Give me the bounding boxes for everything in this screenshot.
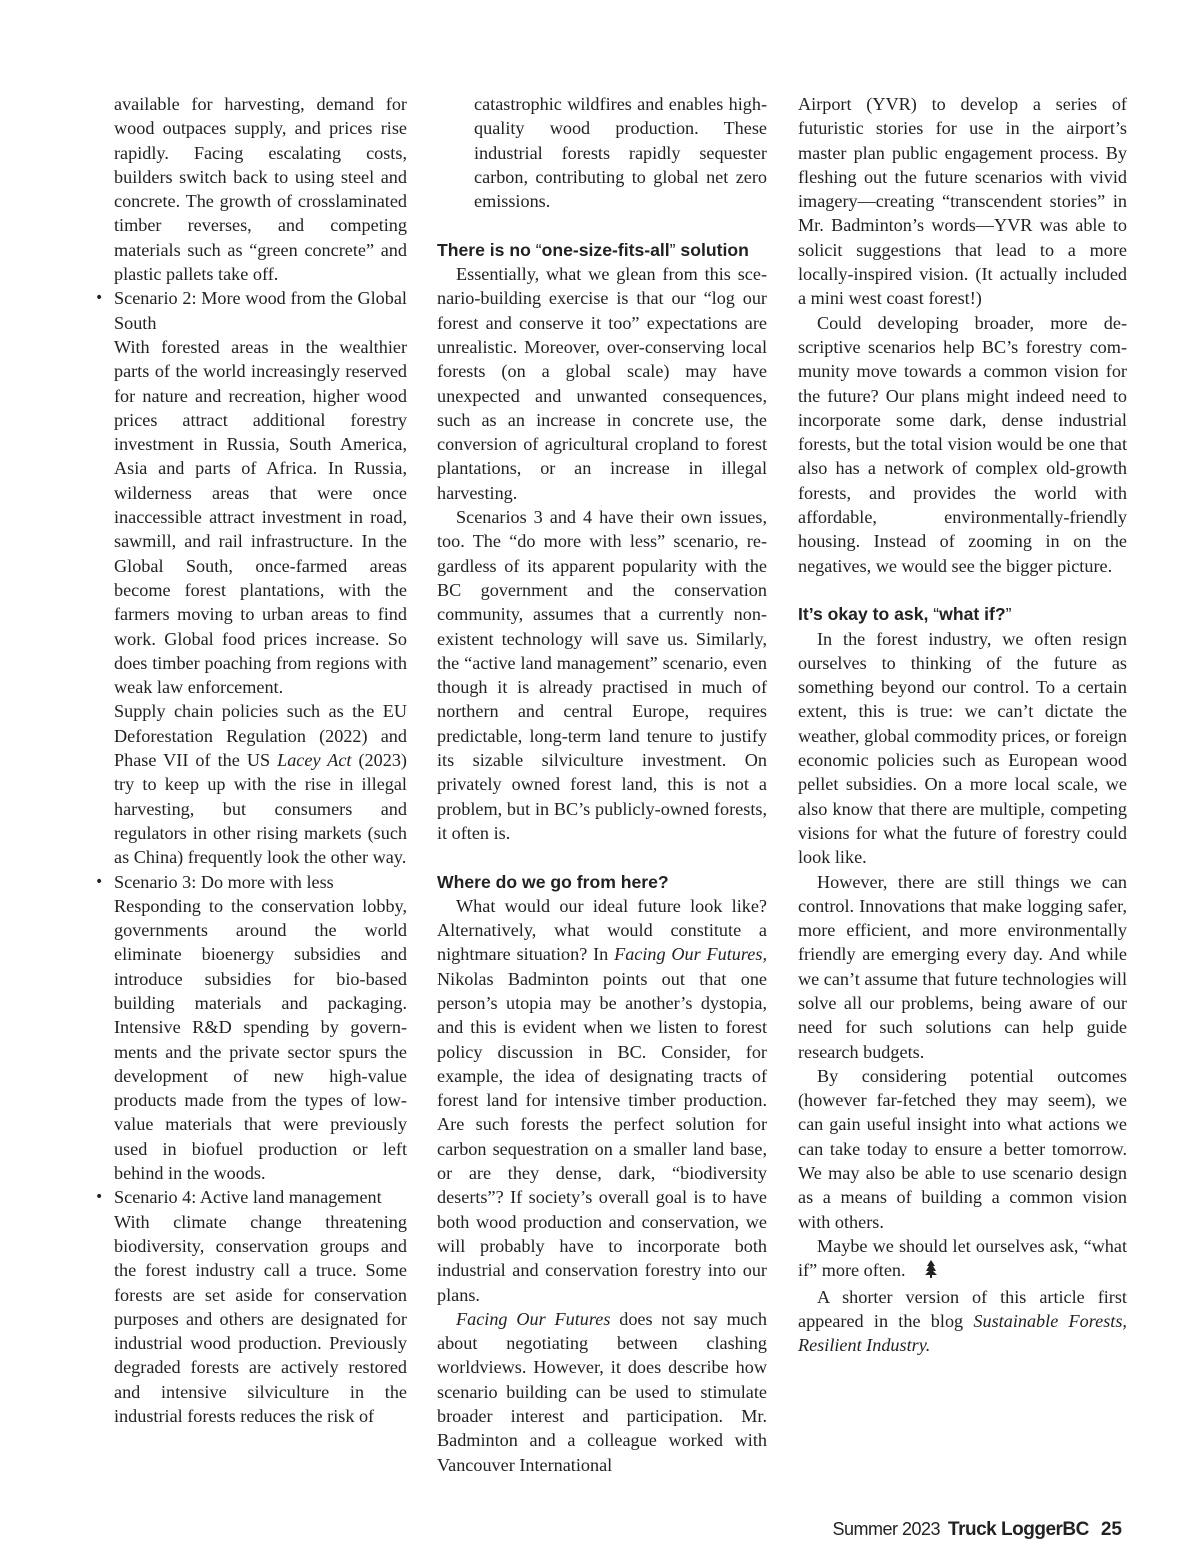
- paragraph: By considering potential outcomes (however far-fetched they may seem), we can gain useful insight into what actions we can take today to ensure a better tomorrow. We may also be able to use scenario design as a means of building a common vision with others.: [798, 1065, 1127, 1232]
- scenario-2-body-2: Supply chain policies such as the EU Deforestation Regulation (2022) and Phase VII of the US Lacey Act (2023) try to keep up with the rise in illegal harvesting, but consumers and regulators in other rising markets (such as China) frequently look the other way.: [114, 701, 407, 868]
- scenario-2-title: Scenario 2: More wood from the Global South: [114, 288, 407, 333]
- scenario-3-body: Responding to the conservation lobby, governments around the world eliminate bioenergy subsidies and introduce subsidies for bio-based building materials and packaging. Intensive R&D spending by governments and the private sector spurs the development of new high-value products made from the types of low-value materials that were previously used in biofuel production or left behind in the woods.: [114, 895, 407, 1184]
- page-number: 25: [1100, 1519, 1122, 1540]
- paragraph: Essentially, what we glean from this scenario-building exercise is that our “log our forest and conserve it too” expectations are unrealistic. Moreover, over-conserving local forests (on a global scale) may have unexpected and unwanted consequences, such as an increase in concrete use, the conversion of agricultural cropland to forest plantations, or an increase in illegal harvesting.: [437, 264, 767, 503]
- scenario-4-tail: catastrophic wildfires and enables high-quality wood production. These industrial forests rapidly sequester carbon, contributing to global net zero emissions.: [474, 94, 767, 212]
- paragraph: However, there are still things we can control. Innovations that make logging safer, more efficient, and more environmentally friendly are emerging every day. And while we can’t assume that future technologies will solve all our problems, being aware of our need for such solutions can help guide research budgets.: [798, 871, 1127, 1062]
- scenario-2-item: [92, 286, 407, 869]
- paragraph-continued: Airport (YVR) to develop a series of futuristic stories for use in the airport’s master plan public engagement process. By fleshing out the future scenarios with vivid imagery—creating “transcendent stories” in Mr. Badminton’s words—YVR was able to solicit suggestions that lead to a more locally-inspired vision. (It actually included a mini west coast forest!): [798, 94, 1127, 309]
- scenario-4-item: [92, 1185, 407, 1428]
- scenario-1-tail: available for harvesting, demand for wood outpaces supply, and prices rise rapidly. Facing escalating costs, builders switch back to using steel and concrete. The growth of crosslaminated timber reverses, and competing materials such as “green concrete” and plastic pallets take off.: [114, 94, 407, 285]
- paragraph: Could developing broader, more descriptive scenarios help BC’s forestry community move towards a common vision for the future? Our plans might indeed need to incorporate some dark, dense industrial forests, but the total vision would be one that also has a network of complex old-growth forests, and provides the world with affordable, environmentally-friendly housing. Instead of zooming in on the negatives, we would see the bigger picture.: [798, 312, 1127, 576]
- scenario-3-item: [92, 870, 407, 1186]
- paragraph-closing: Maybe we should let ourselves ask, “what if” more often.: [798, 1234, 1127, 1285]
- scenario-4-title: Scenario 4: Active land management: [114, 1187, 382, 1208]
- tree-icon: [906, 1260, 937, 1284]
- issue-season: Summer 2023: [832, 1519, 941, 1539]
- column-2: [437, 92, 767, 1477]
- scenario-4-body: With climate change threatening biodiversity, conservation groups and the forest industry call a truce. Some forests are set aside for conservation purposes and others are designated for industrial wood production. Previously degraded forests are actively restored and intensive silviculture in the industrial forests reduces the risk of: [114, 1211, 407, 1427]
- scenario-2-body: With forested areas in the wealthier parts of the world increasingly reserved for nature and recreation, higher wood prices attract additional forestry investment in Russia, South America, Asia and parts of Africa. In Russia, wilderness areas that were once inaccessible attract investment in road, sawmill, and rail infrastructure. In the Global South, once-farmed areas become forest plantations, with the farmers moving to urban areas to find work. Global food prices increase. So does timber poaching from regions with weak law enforcement.: [114, 336, 407, 698]
- scenario-3-title: Scenario 3: Do more with less: [114, 871, 334, 892]
- heading-what-if: It’s okay to ask, “what if?”: [798, 604, 1012, 625]
- paragraph: Facing Our Futures does not say much about negotiating between clashing worldviews. However, it does describe how scenario building can be used to stimulate broader interest and participation. Mr. Badminton and a colleague worked with Vancouver International: [437, 1308, 767, 1475]
- bullet-icon: •: [95, 1189, 104, 1206]
- article-note: A shorter version of this article first appeared in the blog Sustainable Forests, Resilient Industry.: [798, 1286, 1127, 1356]
- bullet-icon: •: [95, 873, 104, 890]
- heading-no-one-size: There is no “one-size-fits-all” solution: [437, 239, 749, 260]
- paragraph: Scenarios 3 and 4 have their own issues, too. The “do more with less” scenario, regardless of its apparent popularity with the BC government and the conservation community, assumes that a currently non-existent technology will save us. Similarly, the “active land management” scenario, even though it is already practised in much of northern and central Europe, requires predictable, long-term land tenure to justify its sizable silviculture investment. On privately owned forest land, this is not a problem, but in BC’s publicly-owned forests, it often is.: [437, 507, 767, 843]
- page-footer: [832, 1519, 1122, 1541]
- magazine-title: Truck LoggerBC: [948, 1519, 1089, 1540]
- bullet-icon: •: [95, 290, 104, 307]
- paragraph: What would our ideal future look like? Alternatively, what would constitute a nightmare situation? In Facing Our Futures, Nikolas Badminton points out that one person’s utopia may be another’s dystopia, and this is evident when we listen to forest policy discussion in BC. Consider, for example, the idea of designating tracts of forest land for intensive timber production. Are such forests the perfect solution for carbon sequestration on a smaller land base, or are they dense, dark, “biodiversity deserts”? If society’s overall goal is to have both wood production and conservation, we will probably have to incorporate both industrial and conservation forestry into our plans.: [437, 895, 767, 1305]
- column-3: [798, 92, 1127, 1357]
- paragraph: In the forest industry, we often resign ourselves to thinking of the future as something beyond our control. To a certain extent, this is true: we can’t dictate the weather, global commodity prices, or foreign economic policies such as European wood pellet subsidies. On a more local scale, we also know that there are multiple, competing visions for what the future of forestry could look like.: [798, 628, 1127, 868]
- heading-where-do-we-go: Where do we go from here?: [437, 871, 669, 892]
- column-1: [92, 92, 407, 1428]
